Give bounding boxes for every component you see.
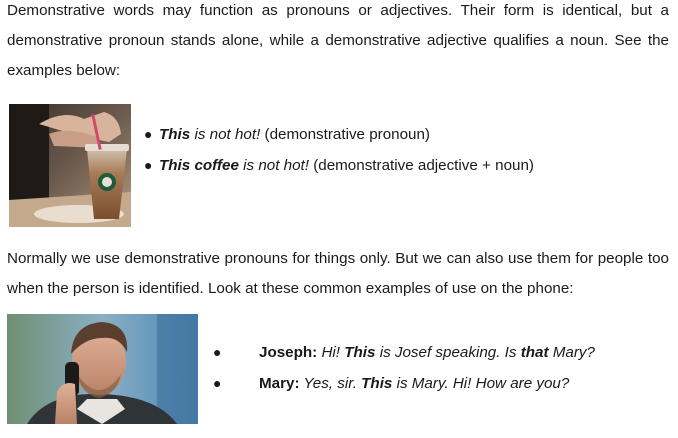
list-item bbox=[144, 119, 534, 150]
example-note: (demonstrative pronoun) bbox=[260, 126, 430, 143]
list-item bbox=[213, 337, 595, 368]
example-note: (demonstrative adjective + noun) bbox=[308, 157, 534, 174]
emphasis-word: This bbox=[361, 375, 393, 392]
examples-list-2 bbox=[213, 337, 595, 399]
bullet-icon: ● bbox=[213, 375, 222, 391]
examples-list-1 bbox=[144, 119, 534, 181]
speaker-name: Mary: bbox=[259, 375, 300, 392]
example-subject: This bbox=[159, 126, 191, 143]
man-on-phone-photo bbox=[7, 314, 198, 424]
list-item bbox=[144, 150, 534, 181]
dialogue-text: Mary? bbox=[548, 344, 595, 361]
bullet-icon: ● bbox=[144, 157, 153, 173]
bullet-icon: ● bbox=[144, 126, 153, 142]
dialogue-line bbox=[317, 344, 595, 361]
intro-paragraph: Demonstrative words may function as pronouns or adjectives. Their form is identical, but a demonstrative pronoun stands alone, while a demonstrative adjective qualifies a noun. See the examples below: bbox=[7, 2, 669, 79]
dialogue-text: is Josef speaking. Is bbox=[375, 344, 521, 361]
example-subject: This coffee bbox=[159, 157, 239, 174]
dialogue-text: Yes, sir. bbox=[299, 375, 362, 392]
dialogue-text: is Mary. Hi! How are you? bbox=[392, 375, 570, 392]
bullet-icon: ● bbox=[213, 344, 222, 360]
example-sentence: is not hot! bbox=[190, 126, 261, 143]
coffee-cup-photo bbox=[9, 104, 131, 227]
example-sentence: is not hot! bbox=[238, 157, 309, 174]
phone-paragraph: Normally we use demonstrative pronouns for things only. But we can also use them for people too when the person is identified. Look at these common examples of use on the phone: bbox=[7, 250, 669, 297]
list-item bbox=[213, 368, 595, 399]
emphasis-word: that bbox=[520, 344, 549, 361]
dialogue-text: Hi! bbox=[317, 344, 345, 361]
speaker-name: Joseph: bbox=[259, 344, 318, 361]
emphasis-word: This bbox=[344, 344, 376, 361]
dialogue-line bbox=[300, 375, 570, 392]
